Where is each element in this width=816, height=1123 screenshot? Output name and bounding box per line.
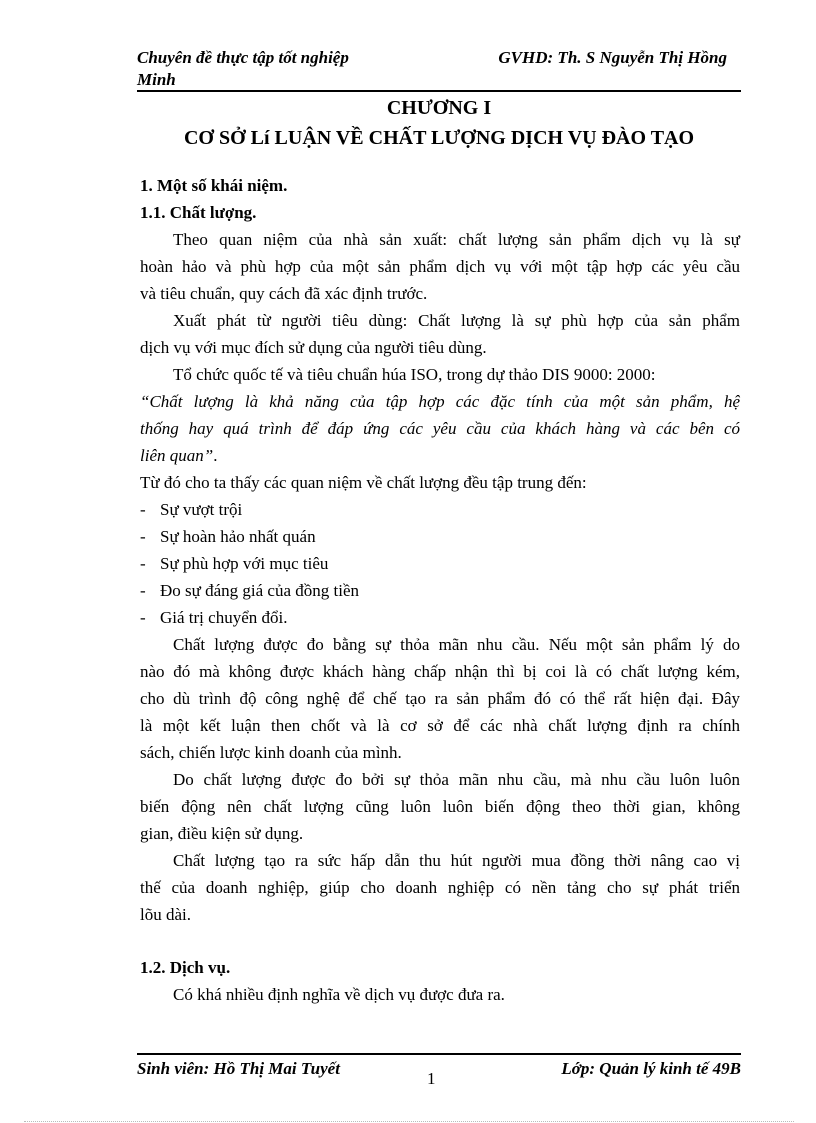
header-supervisor: GVHD: Th. S Nguyễn Thị Hồng [498, 48, 727, 67]
footer-class: Lớp: Quản lý kinh tế 49B [561, 1059, 741, 1078]
quote-line: “Chất lượng là khả năng của tập hợp các đặc tính của một sản phẩm, hệ [140, 392, 740, 411]
chapter-title: CƠ SỞ Lí LUẬN VỀ CHẤT LƯỢNG DỊCH VỤ ĐÀO TẠO [183, 127, 695, 149]
list-bullet: - [140, 554, 146, 573]
quote-end-period: . [213, 446, 218, 465]
list-item: Giá trị chuyển đổi. [160, 608, 288, 627]
section-heading: 1. Một số khái niệm. [140, 176, 288, 195]
quote-end-text: liên quan” [140, 446, 214, 465]
list-item: Sự hoàn hảo nhất quán [160, 527, 316, 546]
paragraph-line: thế của doanh nghiệp, giúp cho doanh nghiệp có nền tảng cho sự phát triển [140, 878, 740, 897]
paragraph-line: Xuất phát từ người tiêu dùng: Chất lượng là sự phù hợp của sản phẩm [173, 311, 740, 330]
paragraph-line: Tổ chức quốc tế và tiêu chuẩn húa ISO, trong dự thảo DIS 9000: 2000: [173, 365, 656, 384]
footer-student: Sinh viên: Hồ Thị Mai Tuyết [137, 1059, 340, 1078]
paragraph-line: Chất lượng tạo ra sức hấp dẫn thu hút người mua đồng thời nâng cao vị [173, 851, 740, 870]
paragraph-line: hoàn hảo và phù hợp của một sản phẩm dịch vụ với một tập hợp các yêu cầu [140, 257, 740, 276]
list-item: Sự phù hợp với mục tiêu [160, 554, 329, 573]
list-item: Đo sự đáng giá của đồng tiền [160, 581, 360, 600]
paragraph-line: gian, điều kiện sử dụng. [140, 824, 304, 843]
list-bullet: - [140, 527, 146, 546]
header-divider [137, 90, 741, 92]
header-supervisor-continued: Minh [137, 70, 176, 89]
footer-divider [137, 1053, 741, 1055]
page-number: 1 [427, 1069, 436, 1088]
page-edge-divider [24, 1121, 794, 1122]
paragraph-line: lõu dài. [140, 905, 191, 924]
paragraph-line: nào đó mà không được khách hàng chấp nhận thì bị coi là có chất lượng kém, [140, 662, 740, 681]
list-bullet: - [140, 608, 146, 627]
paragraph-line: biến động nên chất lượng cũng luôn luôn biến động theo thời gian, không [140, 797, 740, 816]
list-bullet: - [140, 500, 146, 519]
paragraph-line: sách, chiến lược kinh doanh của mình. [140, 743, 402, 762]
paragraph-line: Có khá nhiều định nghĩa về dịch vụ được đưa ra. [173, 985, 505, 1004]
subsection-heading-quality: 1.1. Chất lượng. [140, 203, 257, 222]
page-header [137, 44, 741, 90]
paragraph-line: cho dù trình độ công nghệ để chế tạo ra sản phẩm đó có thể rất hiện đại. Đây [140, 689, 740, 708]
page-footer [137, 1057, 741, 1097]
paragraph-line: dịch vụ với mục đích sử dụng của người tiêu dùng. [140, 338, 487, 357]
paragraph-line: là một kết luận then chốt và là cơ sở để các nhà chất lượng định ra chính [140, 716, 740, 735]
quote-line: thống hay quá trình để đáp ứng các yêu cầu của khách hàng và các bên có [140, 419, 740, 438]
paragraph-line: Từ đó cho ta thấy các quan niệm về chất lượng đều tập trung đến: [140, 473, 587, 492]
paragraph-line: Theo quan niệm của nhà sản xuất: chất lượng sản phẩm dịch vụ là sự [173, 230, 740, 249]
subsection-heading-service: 1.2. Dịch vụ. [140, 958, 231, 977]
paragraph-line: Do chất lượng được đo bởi sự thỏa mãn nhu cầu, mà nhu cầu luôn luôn [173, 770, 740, 789]
paragraph-line: Chất lượng được đo bằng sự thỏa mãn nhu cầu. Nếu một sản phẩm lý do [173, 635, 740, 654]
paragraph-line: và tiêu chuẩn, quy cách đã xác định trước. [140, 284, 428, 303]
header-report-type: Chuyên đề thực tập tốt nghiệp [137, 48, 349, 67]
list-item: Sự vượt trội [160, 500, 243, 519]
list-bullet: - [140, 581, 146, 600]
quote-line [140, 446, 217, 466]
chapter-label: CHƯƠNG I [386, 97, 492, 119]
